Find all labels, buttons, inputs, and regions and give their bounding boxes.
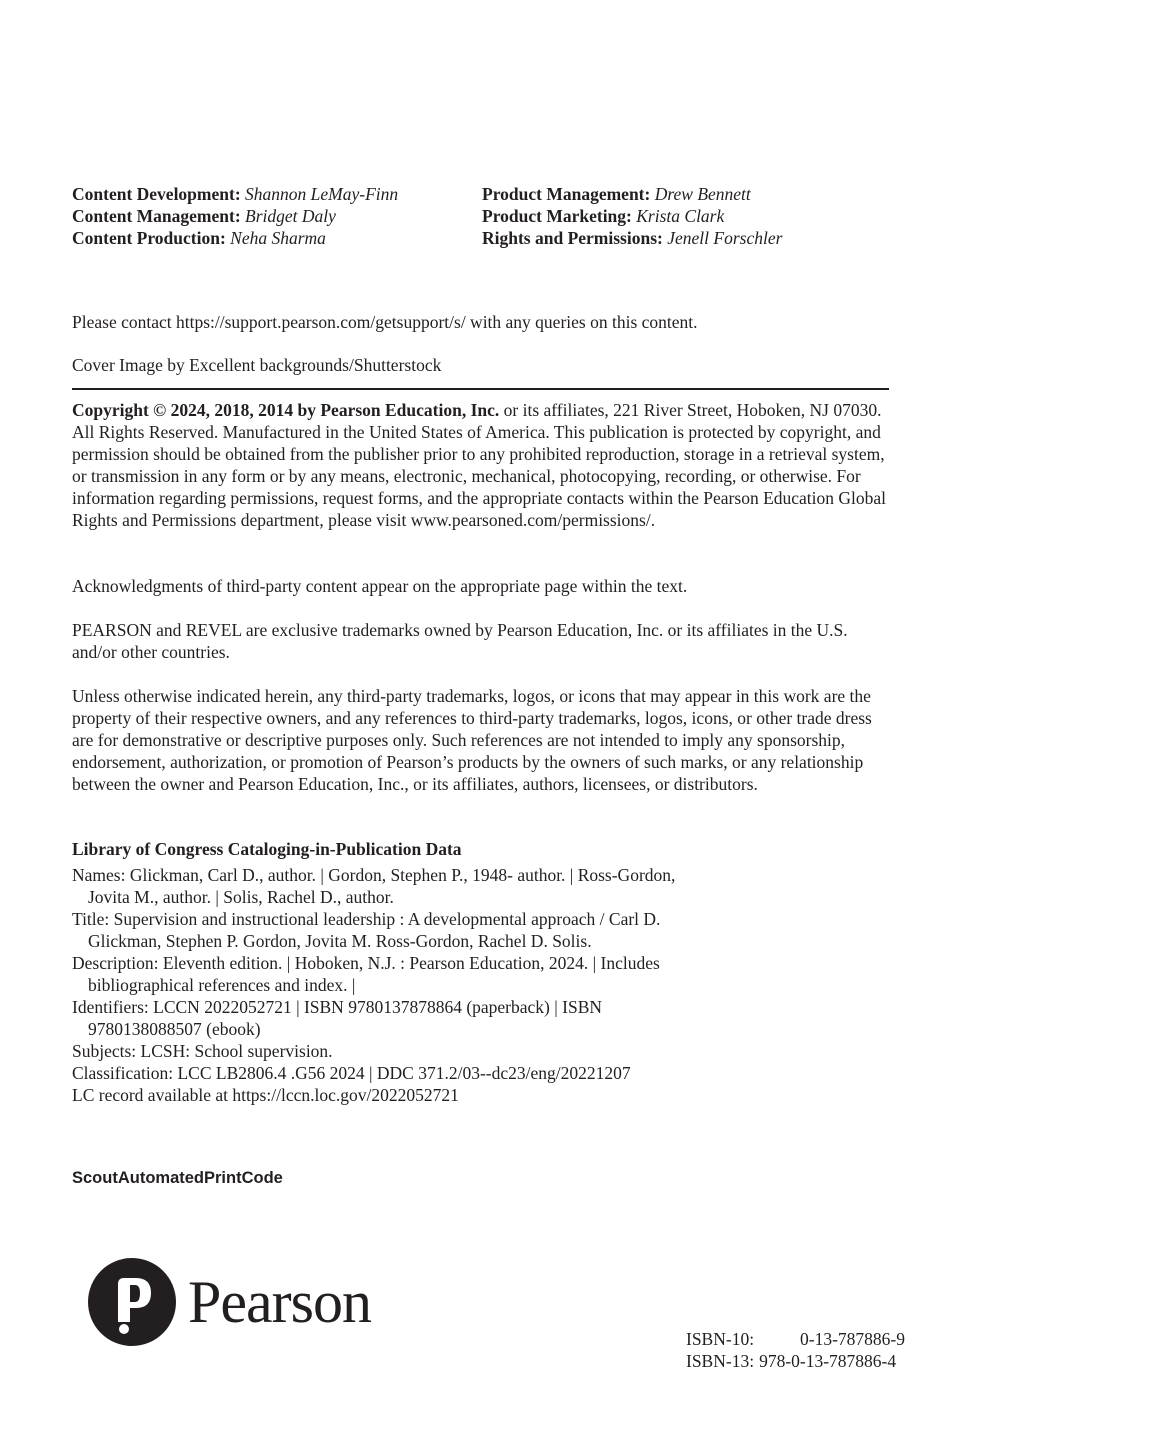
- copyright-body: or its affiliates, 221 River Street, Hoboken, NJ 07030. All Rights Reserved. Manufactured in the United States of America. This publication is protected by copyright, and permission should be obtained from the publisher prior to any prohibited reproduction, storage in a retrieval system, or transmission in any form or by any means, electronic, mechanical, photocopying, recording, or otherwise. For information regarding permissions, request forms, and the appropriate contacts within the Pearson Education Global Rights and Permissions department, please visit www.pearsoned.com/permissions/.: [72, 400, 887, 530]
- cip-entry: Subjects: LCSH: School supervision.: [72, 1041, 333, 1061]
- isbn-label: ISBN-10:: [686, 1329, 755, 1349]
- credit-name: Drew Bennett: [654, 184, 751, 204]
- isbn-block: [686, 1328, 905, 1372]
- pearson-wordmark: Pearson: [188, 1269, 371, 1335]
- print-code: ScoutAutomatedPrintCode: [72, 1169, 283, 1187]
- credits-right-column: [482, 183, 892, 249]
- cip-heading: Library of Congress Cataloging-in-Publication Data: [72, 839, 462, 859]
- credit-role: Product Management:: [482, 184, 651, 204]
- credits-left-column: [72, 183, 482, 249]
- pearson-logo: [88, 1258, 371, 1346]
- credit-role: Product Marketing:: [482, 206, 632, 226]
- credit-line: [482, 183, 892, 205]
- isbn-label: ISBN-13:: [686, 1351, 755, 1371]
- credit-name: Bridget Daly: [245, 206, 336, 226]
- cip-entry: Identifiers: LCCN 2022052721 | ISBN 9780137878864 (paperback) | ISBN 9780138088507 (ebook): [72, 997, 602, 1039]
- isbn-value: 0-13-787886-9: [800, 1329, 905, 1349]
- credit-role: Content Production:: [72, 228, 226, 248]
- isbn-value: 978-0-13-787886-4: [759, 1351, 897, 1371]
- credit-role: Rights and Permissions:: [482, 228, 663, 248]
- cip-entry: LC record available at https://lccn.loc.gov/2022052721: [72, 1085, 459, 1105]
- acknowledgments-note: Acknowledgments of third-party content appear on the appropriate page within the text.: [72, 576, 688, 596]
- cip-entry: Classification: LCC LB2806.4 .G56 2024 | DDC 371.2/03--dc23/eng/20221207: [72, 1063, 631, 1083]
- credits-block: [72, 183, 892, 249]
- credit-line: [482, 227, 892, 249]
- copyright-notice: [72, 399, 894, 531]
- credit-name: Krista Clark: [636, 206, 725, 226]
- contact-note: Please contact https://support.pearson.com/getsupport/s/ with any queries on this content.: [72, 312, 698, 332]
- copyright-lead: Copyright © 2024, 2018, 2014 by Pearson Education, Inc.: [72, 400, 500, 420]
- divider-rule: [72, 388, 889, 390]
- cip-block: [72, 838, 712, 1106]
- credit-line: [482, 205, 892, 227]
- credit-role: Content Development:: [72, 184, 241, 204]
- cip-entry: Names: Glickman, Carl D., author. | Gordon, Stephen P., 1948- author. | Ross-Gordon, Jovita M., author. | Solis, Rachel D., author.: [72, 865, 676, 907]
- cip-entry: Title: Supervision and instructional leadership : A developmental approach / Carl D. Glickman, Stephen P. Gordon, Jovita M. Ross-Gordon, Rachel D. Solis.: [72, 909, 661, 951]
- credit-line: [72, 205, 482, 227]
- trademarks-note: PEARSON and REVEL are exclusive trademarks owned by Pearson Education, Inc. or its affiliates in the U.S. and/or other countries.: [72, 620, 848, 662]
- credit-line: [72, 227, 482, 249]
- cip-entry: Description: Eleventh edition. | Hoboken, N.J. : Pearson Education, 2024. | Includes bibliographical references and index. |: [72, 953, 660, 995]
- third-party-note: Unless otherwise indicated herein, any third-party trademarks, logos, or icons that may appear in this work are the property of their respective owners, and any references to third-party trademarks, logos, icons, or other trade dress are for demonstrative or descriptive purposes only. Such references are not intended to imply any sponsorship, endorsement, authorization, or promotion of Pearson’s products by the owners of such marks, or any relationship between the owner and Pearson Education, Inc., or its affiliates, authors, licensees, or distributors.: [72, 686, 872, 794]
- credit-name: Jenell Forschler: [667, 228, 783, 248]
- isbn-row: [686, 1328, 905, 1350]
- credit-name: Shannon LeMay-Finn: [245, 184, 399, 204]
- credit-line: [72, 183, 482, 205]
- credit-role: Content Management:: [72, 206, 241, 226]
- credit-name: Neha Sharma: [230, 228, 326, 248]
- pearson-p-icon: [88, 1258, 176, 1346]
- isbn-row: [686, 1350, 905, 1372]
- cover-image-credit: Cover Image by Excellent backgrounds/Shutterstock: [72, 355, 442, 375]
